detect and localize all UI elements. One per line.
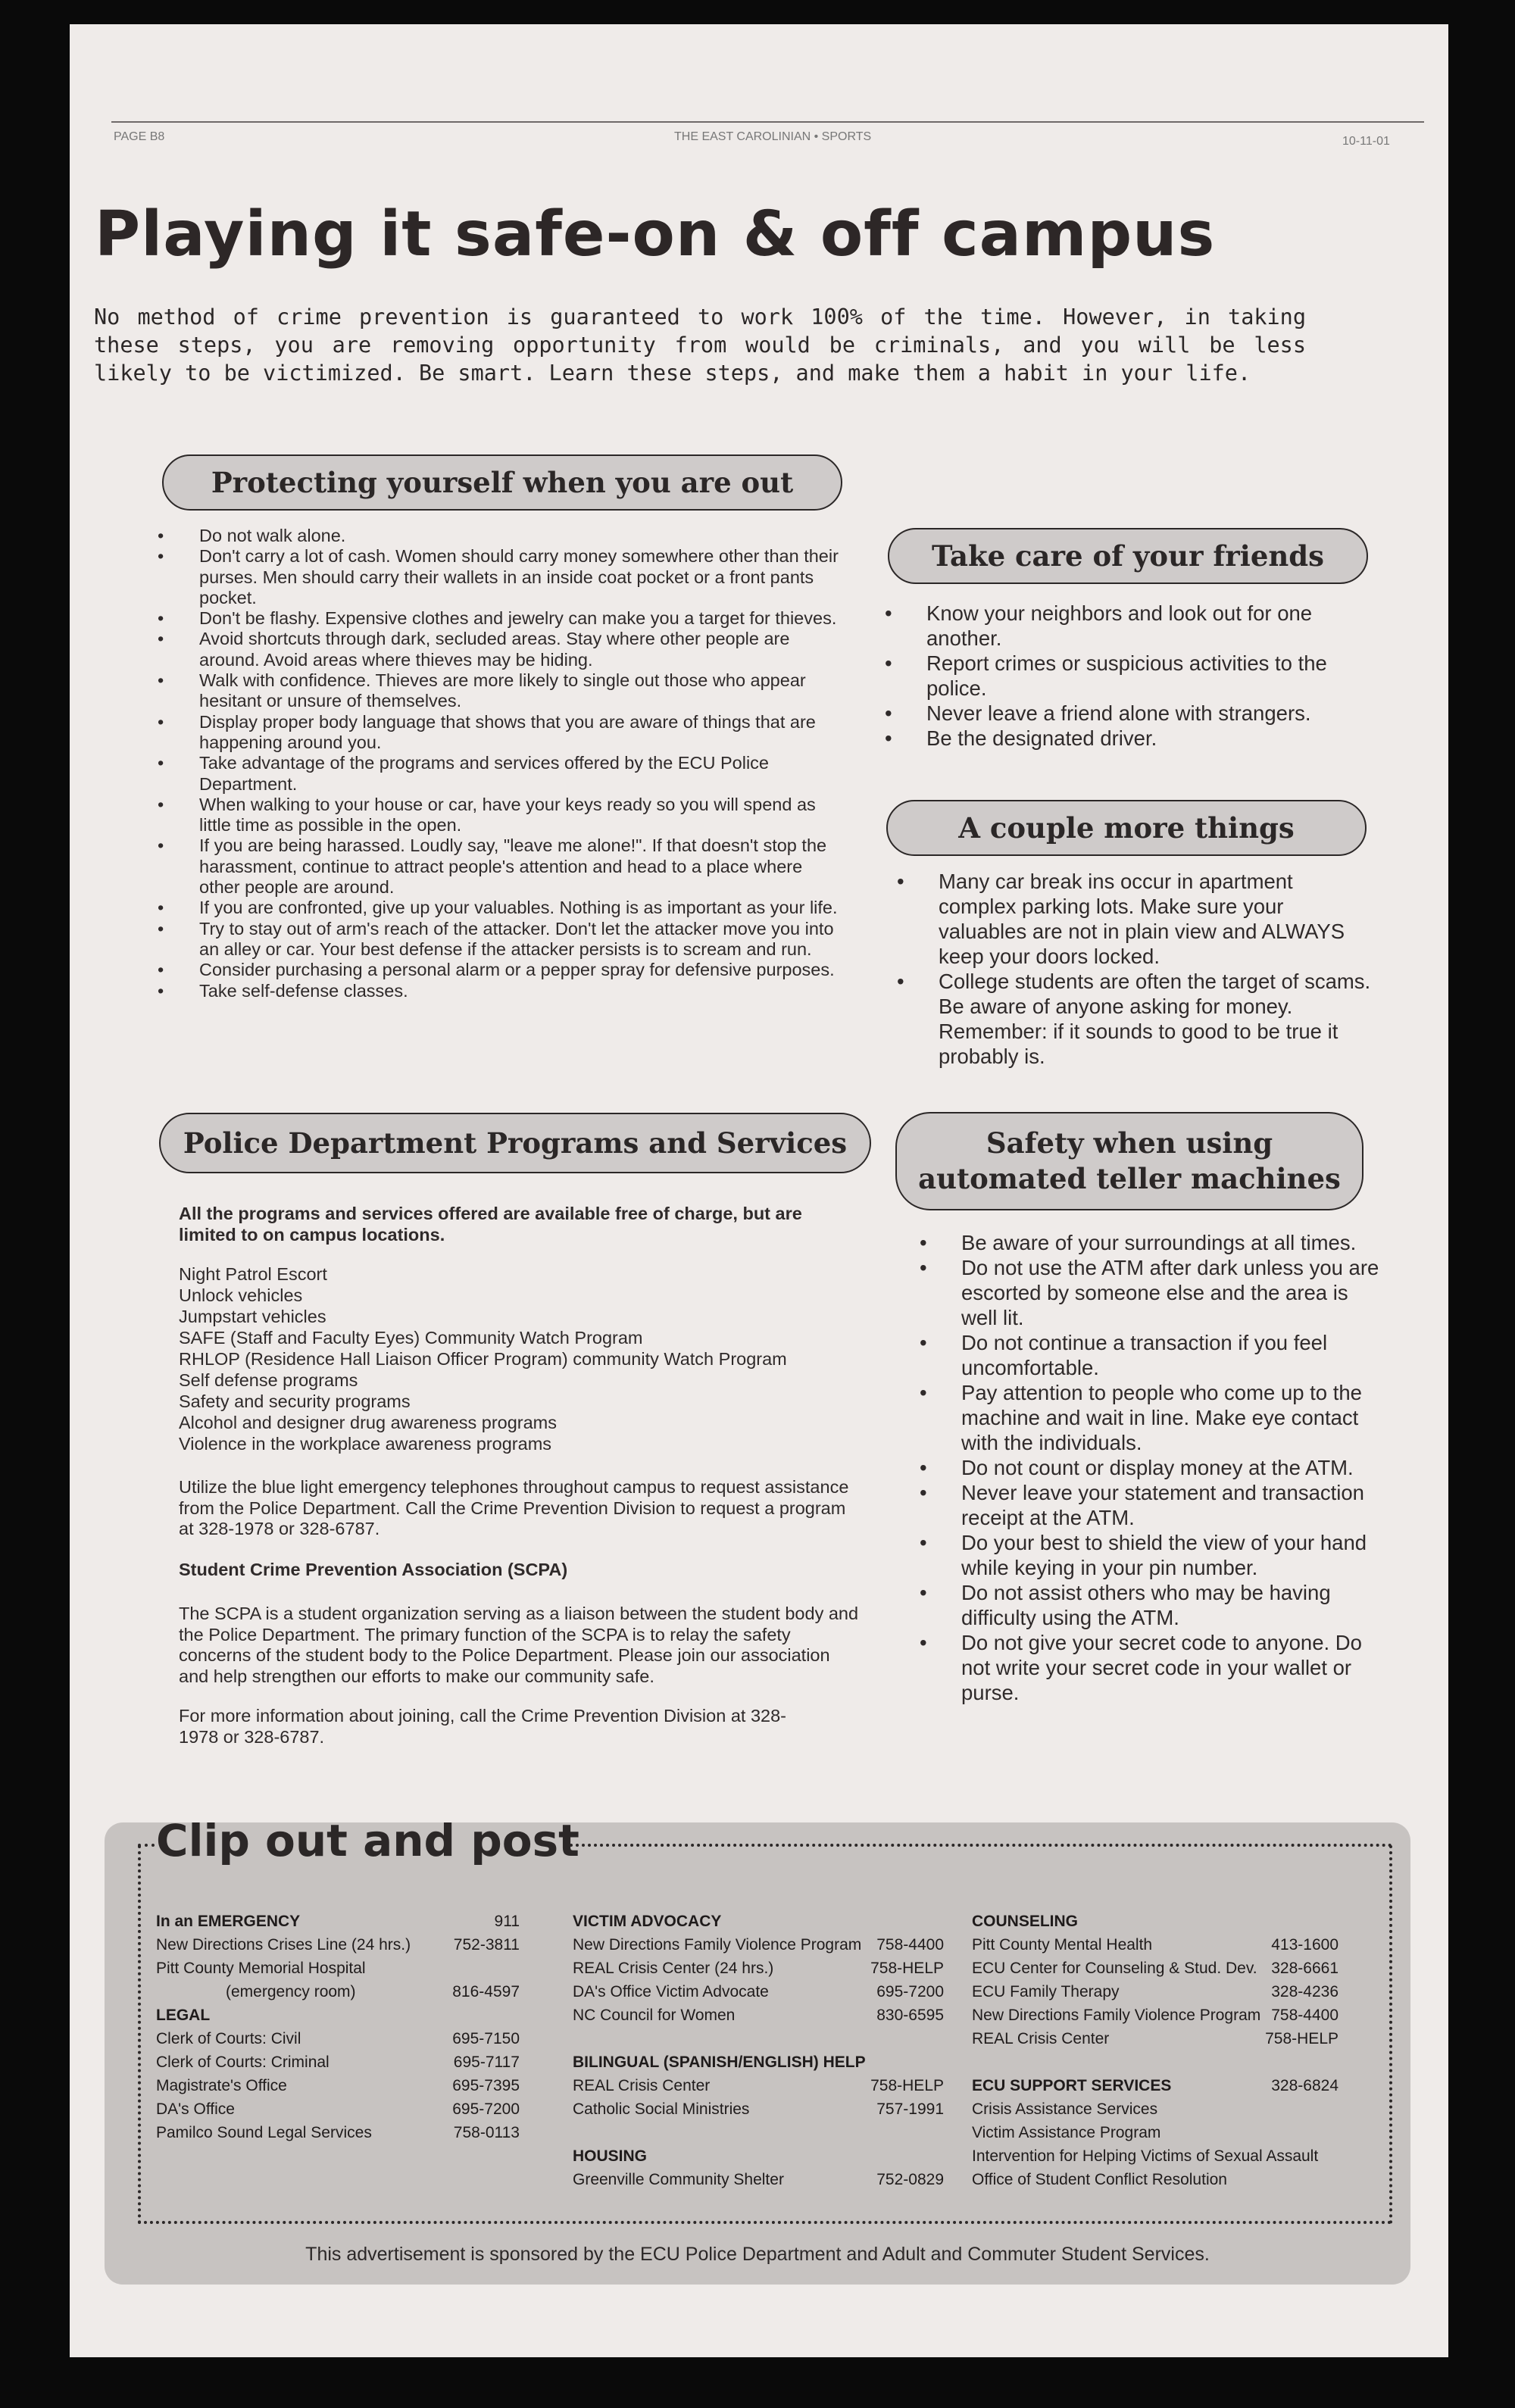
directory-entry	[573, 2074, 944, 2097]
police-heading: Police Department Programs and Services	[159, 1113, 871, 1173]
police-program-item: SAFE (Staff and Faculty Eyes) Community Watch Program	[179, 1328, 643, 1348]
directory-entry	[972, 2004, 1339, 2027]
intro-paragraph: No method of crime prevention is guaranteed to work 100% of the time. However, in taking these steps, you are removing opportunity from would be criminals, and you will be less likely to be victimized. Be smart. Learn these steps, and make them a habit in your life.	[94, 305, 1306, 386]
directory-entry	[972, 1980, 1339, 2004]
directory-entry-number: 758-4400	[1271, 2007, 1339, 2024]
directory-entry-number: 328-6661	[1271, 1960, 1339, 1977]
directory-entry-name: DA's Office	[156, 2100, 235, 2118]
atm-tip: • Pay attention to people who come up to the machine and wait in line. Make eye contact with the individuals.	[920, 1380, 1389, 1455]
protecting-tip: • Display proper body language that shows that you are aware of things that are happening around you.	[158, 712, 839, 754]
protecting-tip: • Don't be flashy. Expensive clothes and jewelry can make you a target for thieves.	[158, 608, 839, 629]
atm-tip: • Be aware of your surroundings at all times.	[920, 1230, 1389, 1255]
atm-tip: • Do not give your secret code to anyone. Do not write your secret code in your wallet or purse.	[920, 1630, 1389, 1705]
directory-entry	[972, 2121, 1339, 2144]
directory-heading-label: BILINGUAL (SPANISH/ENGLISH) HELP	[573, 2054, 866, 2071]
more-tip: • Many car break ins occur in apartment complex parking lots. Make sure your valuables are not in plain view and ALWAYS keep your doors locked.	[897, 869, 1374, 969]
directory-entry	[573, 1957, 944, 1980]
atm-tip: • Do not assist others who may be having difficulty using the ATM.	[920, 1580, 1389, 1630]
directory-entry-number: 328-4236	[1271, 1983, 1339, 2000]
directory-heading-label: COUNSELING	[972, 1913, 1079, 1930]
directory-entry-number: 758-0113	[453, 2124, 520, 2141]
atm-heading-line2: automated teller machines	[918, 1162, 1341, 1195]
directory-entry	[972, 2097, 1339, 2121]
directory-entry-name: Crisis Assistance Services	[972, 2100, 1158, 2118]
directory-entry	[573, 1980, 944, 2004]
publication-name: THE EAST CAROLINIAN • SPORTS	[674, 130, 872, 143]
atm-tip: • Do your best to shield the view of your hand while keying in your pin number.	[920, 1530, 1389, 1580]
protecting-tip: • Try to stay out of arm's reach of the attacker. Don't let the attacker move you into an alley or car. Your best defense if the attacker persists is to scream and run.	[158, 919, 839, 960]
directory-entry-name: Greenville Community Shelter	[573, 2171, 784, 2188]
directory-heading-label: HOUSING	[573, 2147, 648, 2165]
police-program-item: Self defense programs	[179, 1370, 358, 1390]
friends-tip: • Never leave a friend alone with strangers.	[885, 701, 1370, 726]
directory-entry-number: 695-7150	[452, 2030, 520, 2047]
page-number: PAGE B8	[114, 130, 165, 143]
atm-tip: • Do not continue a transaction if you feel uncomfortable.	[920, 1330, 1389, 1380]
atm-heading	[895, 1112, 1364, 1210]
directory-entry-number: 757-1991	[876, 2100, 944, 2118]
directory-entry-name: ECU Family Therapy	[972, 1983, 1120, 2000]
directory-heading-label: LEGAL	[156, 2007, 211, 2024]
directory-col-legal	[156, 1910, 520, 2144]
directory-entry	[573, 2097, 944, 2121]
directory-entry-name: (emergency room)	[226, 1983, 356, 2000]
directory-entry-number: 752-0829	[876, 2171, 944, 2188]
bluelight-paragraph: Utilize the blue light emergency telephones throughout campus to request assistance from the Police Department. Call the Crime Prevention Division to request a program at 328-1978 or 328-6787.	[179, 1477, 849, 1538]
directory-entry-name: Magistrate's Office	[156, 2077, 287, 2094]
directory-entry	[972, 2168, 1339, 2191]
directory-heading	[573, 2050, 944, 2074]
friends-list	[885, 601, 1370, 751]
directory-heading-number: 911	[494, 1913, 520, 1930]
more-tip: • College students are often the target of scams. Be aware of anyone asking for money. Remember: if it sounds to good to be true it probably is.	[897, 969, 1374, 1069]
directory-heading-label: ECU SUPPORT SERVICES	[972, 2077, 1172, 2094]
directory-entry-number: 816-4597	[452, 1983, 520, 2000]
directory-entry-name: Clerk of Courts: Criminal	[156, 2054, 330, 2071]
atm-tip: • Do not use the ATM after dark unless you are escorted by someone else and the area is well lit.	[920, 1255, 1389, 1330]
clip-dotted-top-right	[570, 1844, 1392, 1847]
header-rule	[111, 121, 1424, 123]
directory-entry-name: Catholic Social Ministries	[573, 2100, 750, 2118]
protecting-tip: • Take self-defense classes.	[158, 981, 839, 1001]
more-list	[897, 869, 1374, 1069]
directory-entry	[972, 2027, 1339, 2050]
friends-tip: • Report crimes or suspicious activities to the police.	[885, 651, 1370, 701]
directory-heading-label: VICTIM ADVOCACY	[573, 1913, 722, 1930]
police-program-item: Violence in the workplace awareness programs	[179, 1434, 552, 1454]
directory-col-victim	[573, 1910, 944, 2191]
directory-heading-label: In an EMERGENCY	[156, 1913, 301, 1930]
atm-tip: • Never leave your statement and transaction receipt at the ATM.	[920, 1480, 1389, 1530]
directory-entry-name: Office of Student Conflict Resolution	[972, 2171, 1227, 2188]
clip-dotted-top-left	[138, 1844, 155, 1847]
atm-heading-line1: Safety when using	[986, 1126, 1273, 1160]
protecting-tip: • If you are being harassed. Loudly say, "leave me alone!". If that doesn't stop the harassment, continue to attract people's attention and head to a place where other people are around.	[158, 835, 839, 898]
directory-heading	[972, 2074, 1339, 2097]
protecting-tip: • Consider purchasing a personal alarm or a pepper spray for defensive purposes.	[158, 960, 839, 980]
directory-entry-name: Pamilco Sound Legal Services	[156, 2124, 372, 2141]
directory-entry-name: Victim Assistance Program	[972, 2124, 1161, 2141]
directory-entry	[573, 2004, 944, 2027]
directory-entry-number: 695-7200	[452, 2100, 520, 2118]
directory-entry	[156, 1957, 520, 1980]
directory-entry	[573, 1933, 944, 1957]
directory-entry-name: New Directions Family Violence Program	[972, 2007, 1261, 2024]
directory-entry	[156, 1980, 520, 2004]
directory-entry-name: Intervention for Helping Victims of Sexual Assault	[972, 2147, 1319, 2165]
directory-entry	[972, 1957, 1339, 1980]
friends-heading: Take care of your friends	[888, 528, 1368, 584]
friends-tip: • Know your neighbors and look out for one another.	[885, 601, 1370, 651]
directory-entry-name: Clerk of Courts: Civil	[156, 2030, 301, 2047]
directory-entry-number: 830-6595	[876, 2007, 944, 2024]
more-info-paragraph: For more information about joining, call the Crime Prevention Division at 328-1978 or 328-6787.	[179, 1706, 786, 1747]
police-lead: All the programs and services offered are available free of charge, but are limited to on campus locations.	[179, 1204, 802, 1245]
directory-entry-number: 758-HELP	[870, 2077, 944, 2094]
directory-entry-name: DA's Office Victim Advocate	[573, 1983, 769, 2000]
protecting-list	[158, 526, 839, 1001]
police-program-item: Night Patrol Escort	[179, 1264, 327, 1284]
directory-entry-number: 758-HELP	[1265, 2030, 1339, 2047]
atm-tip: • Do not count or display money at the ATM.	[920, 1455, 1389, 1480]
police-program-item: RHLOP (Residence Hall Liaison Officer Program) community Watch Program	[179, 1349, 787, 1369]
directory-entry-name: ECU Center for Counseling & Stud. Dev.	[972, 1960, 1257, 1977]
atm-list	[920, 1230, 1389, 1705]
police-programs-list	[179, 1263, 861, 1454]
directory-entry	[156, 2097, 520, 2121]
directory-entry-name: REAL Crisis Center (24 hrs.)	[573, 1960, 774, 1977]
directory-entry-name: Pitt County Memorial Hospital	[156, 1960, 366, 1977]
spacer	[573, 2121, 944, 2144]
directory-entry-name: New Directions Crises Line (24 hrs.)	[156, 1936, 411, 1954]
protecting-tip: • Avoid shortcuts through dark, secluded areas. Stay where other people are around. Avoid areas where thieves may be hiding.	[158, 629, 839, 670]
scpa-paragraph: The SCPA is a student organization serving as a liaison between the student body and the Police Department. The primary function of the SCPA is to relay the safety concerns of the student body to the Police Department. Please join our association and help strengthen our efforts to make our community safe.	[179, 1604, 859, 1686]
directory-entry	[156, 2050, 520, 2074]
directory-heading	[156, 2004, 520, 2027]
directory-entry-name: REAL Crisis Center	[573, 2077, 711, 2094]
directory-entry	[573, 2168, 944, 2191]
directory-entry-number: 758-4400	[876, 1936, 944, 1954]
directory-entry-name: NC Council for Women	[573, 2007, 736, 2024]
police-program-item: Safety and security programs	[179, 1391, 411, 1411]
protecting-tip: • If you are confronted, give up your valuables. Nothing is as important as your life.	[158, 898, 839, 918]
directory-entry-number: 413-1600	[1271, 1936, 1339, 1954]
directory-entry	[972, 2144, 1339, 2168]
protecting-tip: • Do not walk alone.	[158, 526, 839, 546]
police-program-item: Unlock vehicles	[179, 1285, 303, 1305]
protecting-heading: Protecting yourself when you are out	[162, 454, 842, 511]
clip-title: Clip out and post	[156, 1815, 579, 1866]
protecting-tip: • Walk with confidence. Thieves are more likely to single out those who appear hesitant or unsure of themselves.	[158, 670, 839, 712]
directory-entry-name: REAL Crisis Center	[972, 2030, 1110, 2047]
spacer	[972, 2050, 1339, 2074]
directory-entry-number: 695-7200	[876, 1983, 944, 2000]
directory-entry-name: New Directions Family Violence Program	[573, 1936, 862, 1954]
spacer	[573, 2027, 944, 2050]
directory-entry-number: 695-7117	[453, 2054, 520, 2071]
police-program-item: Jumpstart vehicles	[179, 1307, 326, 1326]
directory-entry	[972, 1933, 1339, 1957]
directory-heading	[573, 1910, 944, 1933]
directory-heading	[573, 2144, 944, 2168]
page-title: Playing it safe-on & off campus	[95, 198, 1216, 270]
police-program-item: Alcohol and designer drug awareness programs	[179, 1413, 558, 1432]
directory-entry	[156, 1933, 520, 1957]
protecting-tip: • Take advantage of the programs and services offered by the ECU Police Department.	[158, 753, 839, 795]
directory-entry	[156, 2121, 520, 2144]
more-heading: A couple more things	[886, 800, 1367, 856]
directory-entry-name: Pitt County Mental Health	[972, 1936, 1153, 1954]
directory-col-counseling	[972, 1910, 1339, 2191]
protecting-tip: • When walking to your house or car, have your keys ready so you will spend as little time as possible in the open.	[158, 795, 839, 836]
scpa-heading: Student Crime Prevention Association (SCPA)	[179, 1560, 568, 1579]
issue-date: 10-11-01	[1342, 135, 1390, 148]
directory-heading-number: 328-6824	[1271, 2077, 1339, 2094]
directory-entry	[156, 2027, 520, 2050]
directory-entry-number: 752-3811	[453, 1936, 520, 1954]
friends-tip: • Be the designated driver.	[885, 726, 1370, 751]
directory-heading	[972, 1910, 1339, 1933]
directory-heading	[156, 1910, 520, 1933]
sponsor-footer: This advertisement is sponsored by the ECU Police Department and Adult and Commuter Student Services.	[305, 2244, 1210, 2265]
directory-entry-number: 758-HELP	[870, 1960, 944, 1977]
directory-entry	[156, 2074, 520, 2097]
protecting-tip: • Don't carry a lot of cash. Women should carry money somewhere other than their purses. Men should carry their wallets in an inside coat pocket or a front pants pocket.	[158, 546, 839, 608]
directory-entry-number: 695-7395	[452, 2077, 520, 2094]
